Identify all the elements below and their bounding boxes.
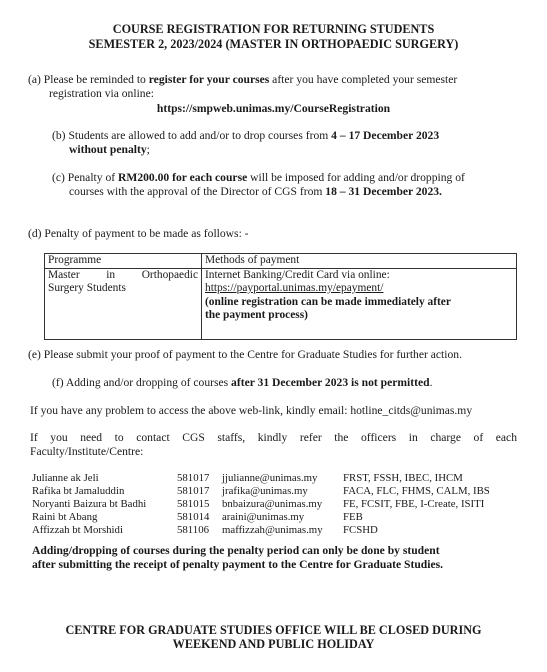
contact-officers-intro-line1: If you need to contact CGS staffs, kindly refer the officers in charge of each: [30, 431, 517, 444]
contact-officers-intro-line2: Faculty/Institute/Centre:: [30, 445, 144, 458]
table-header-methods: Methods of payment: [202, 254, 517, 269]
item-b-line1: (b) Students are allowed to add and/or to drop courses from 4 – 17 December 2023: [52, 129, 440, 142]
problem-contact-text: If you have any problem to access the above web-link, kindly email: hotline_citds@unimas.my: [30, 404, 473, 417]
course-registration-url: https://smpweb.unimas.my/CourseRegistration: [156, 102, 391, 115]
document-page: COURSE REGISTRATION FOR RETURNING STUDENTS SEMESTER 2, 2023/2024 (MASTER IN ORTHOPAEDIC SURGERY) (a) Please be reminded to register for your courses after you have completed your semester registration via online: https://smpweb.unimas.my/CourseRegistration (b) Students are allowed to add and/or to drop courses from 4 – 17 December 2023 without penalty; (c) Penalty of RM200.00 for each course will be imposed for adding and/or dropping of courses with the approval of the Director of CGS from 18 – 31 December 2023. (d) Penalty of payment to be made as follows: - Programme Methods of payment Master in Orthopaedic Surgery Students Internet Banking/Credit Card via online: https://payportal.unimas.my/epayment/ (online registration can be made immediately after the payment process) (e) Please submit your proof of payment to the Centre for Graduate Studies for further action. (f) Adding and/or dropping of courses after 31 December 2023 is not permitted. If you have any problem to access the above web-link, kindly email: hotline_citds@unimas.my If you need to contact CGS staffs, kindly refer the officers in charge of each Faculty/Institute/Centre: Julianne ak Jeli 581017 jjulianne@unimas.my FRST, FSSH, IBEC, IHCM Rafika bt Jamaluddin 581017 jrafika@unimas.my FACA, FLC, FHMS, CALM, IBS Noryanti Baizura bt Badhi 581015 bnbaizura@unimas.my FE, FCSIT, FBE, I-Create, ISITI Raini bt Abang 581014 araini@unimas.my FEB Affizzah bt Morshidi 581106 maffizzah@unimas.my FCSHD Adding/dropping of courses during the penalty period can only be done by student after submitting the receipt of penalty payment to the Centre for Graduate Studies. CENTRE FOR GRADUATE STUDIES OFFICE WILL BE CLOSED DURING WEEKEND AND PUBLIC HOLIDAY: [0, 0, 547, 672]
item-a-line2: registration via online:: [49, 87, 154, 100]
payment-methods-table: [44, 253, 517, 340]
payment-method-cell: Internet Banking/Credit Card via online: https://payportal.unimas.my/epayment/ (online registration can be made immediately after the payment process): [202, 268, 517, 339]
table-header-programme: Programme: [45, 254, 202, 269]
office-closure-notice-line1: CENTRE FOR GRADUATE STUDIES OFFICE WILL BE CLOSED DURING: [65, 623, 482, 637]
table-row: [45, 268, 517, 339]
item-c-line1: (c) Penalty of RM200.00 for each course will be imposed for adding and/or dropping of: [52, 171, 465, 184]
office-closure-notice-line2: WEEKEND AND PUBLIC HOLIDAY: [172, 637, 375, 651]
officer-email[interactable]: bnbaizura@unimas.my: [222, 498, 323, 510]
item-f-text: (f) Adding and/or dropping of courses after 31 December 2023 is not permitted.: [52, 376, 433, 389]
item-a-marker: (a): [28, 73, 41, 86]
payportal-link[interactable]: https://payportal.unimas.my/epayment/: [205, 282, 384, 294]
officer-email[interactable]: maffizzah@unimas.my: [222, 524, 323, 536]
penalty-note-line1: Adding/dropping of courses during the penalty period can only be done by student: [32, 544, 440, 557]
item-c-line2: courses with the approval of the Director of CGS from 18 – 31 December 2023.: [69, 185, 442, 198]
item-e-text: (e) Please submit your proof of payment to the Centre for Graduate Studies for further action.: [28, 348, 462, 361]
programme-cell: Master in Orthopaedic Surgery Students: [45, 268, 202, 339]
penalty-note-line2: after submitting the receipt of penalty payment to the Centre for Graduate Studies.: [32, 558, 444, 571]
item-b-line2: without penalty;: [69, 143, 150, 156]
officer-email[interactable]: jrafika@unimas.my: [222, 485, 308, 497]
document-title-line1: COURSE REGISTRATION FOR RETURNING STUDENTS: [112, 22, 435, 36]
item-d-text: (d) Penalty of payment to be made as follows: -: [28, 227, 249, 240]
document-title-line2: SEMESTER 2, 2023/2024 (MASTER IN ORTHOPAEDIC SURGERY): [88, 37, 459, 51]
officer-email[interactable]: jjulianne@unimas.my: [222, 472, 318, 484]
officer-email[interactable]: araini@unimas.my: [222, 511, 305, 523]
table-header-row: [45, 254, 517, 269]
item-a-line1: (a) Please be reminded to register for your courses after you have completed your semester: [28, 73, 458, 86]
